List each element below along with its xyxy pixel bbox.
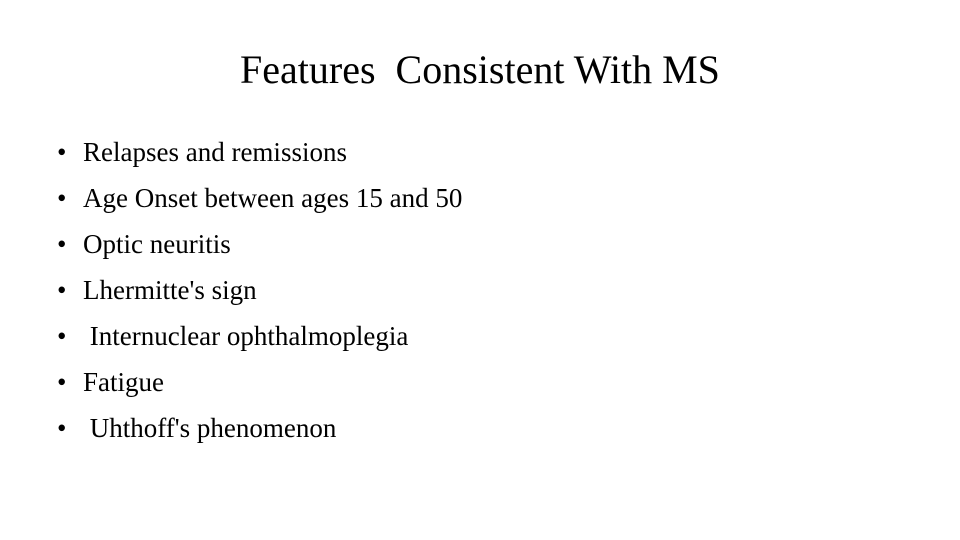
bullet-text: Internuclear ophthalmoplegia [83,321,409,351]
bullet-text: Fatigue [83,367,164,397]
bullet-icon: • [57,413,67,443]
bullet-item [57,410,462,456]
bullet-icon: • [57,321,67,351]
bullet-item [57,364,462,410]
bullet-text: Lhermitte's sign [83,275,257,305]
bullet-icon: • [57,229,67,259]
bullet-item [57,272,462,318]
bullet-text: Optic neuritis [83,229,231,259]
bullet-icon: • [57,367,67,397]
bullet-text: Uhthoff's phenomenon [83,413,337,443]
bullet-item [57,318,462,364]
bullet-icon: • [57,183,67,213]
bullet-list [57,134,462,456]
bullet-item [57,180,462,226]
bullet-icon: • [57,275,67,305]
bullet-item [57,226,462,272]
bullet-icon: • [57,137,67,167]
slide-title: Features Consistent With MS [240,47,720,92]
bullet-item [57,134,462,180]
bullet-text: Relapses and remissions [83,137,347,167]
bullet-text: Age Onset between ages 15 and 50 [83,183,463,213]
